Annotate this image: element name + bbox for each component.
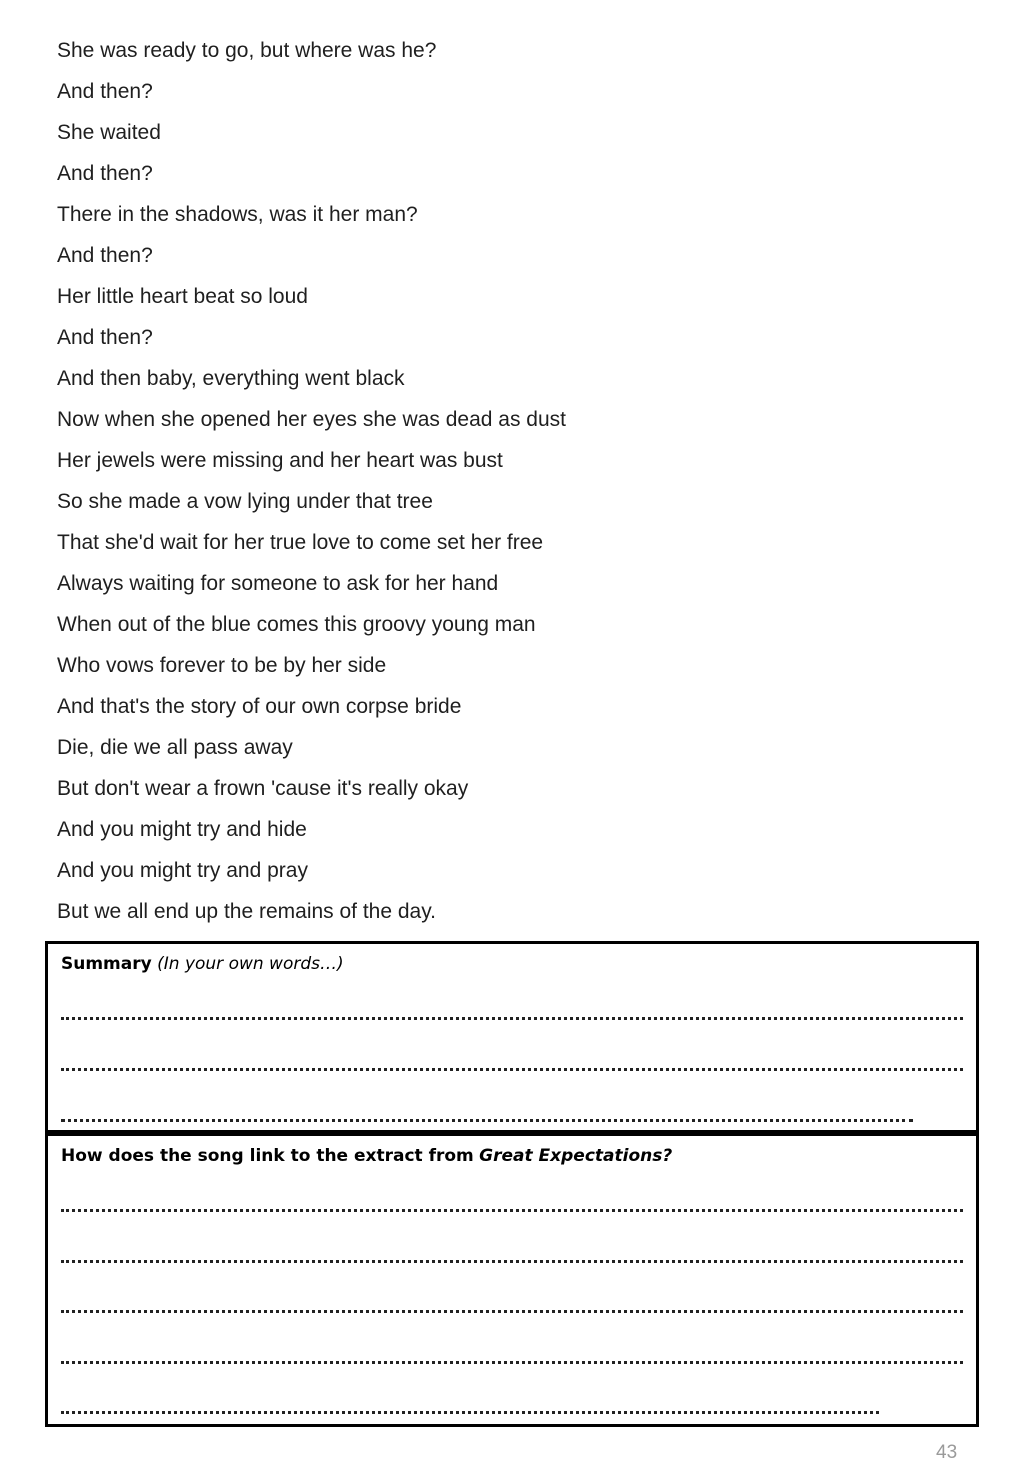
page-number: 43 <box>936 1442 958 1463</box>
answer-line[interactable] <box>61 1119 913 1122</box>
lyric-line: But we all end up the remains of the day. <box>57 900 437 923</box>
lyric-line: There in the shadows, was it her man? <box>57 203 418 226</box>
lyric-line: Who vows forever to be by her side <box>57 654 387 677</box>
lyric-line: She was ready to go, but where was he? <box>57 39 437 62</box>
answer-line[interactable] <box>61 1310 963 1313</box>
lyric-line: She waited <box>57 121 161 144</box>
answer-line[interactable] <box>61 1260 963 1263</box>
lyric-line: Always waiting for someone to ask for her hand <box>57 572 499 595</box>
summary-heading <box>61 954 344 974</box>
lyric-line: Her jewels were missing and her heart was bust <box>57 449 503 472</box>
answer-line[interactable] <box>61 1411 879 1414</box>
lyric-line: So she made a vow lying under that tree <box>57 490 433 513</box>
lyric-line: And then? <box>57 162 153 185</box>
lyric-line: Her little heart beat so loud <box>57 285 308 308</box>
answer-line[interactable] <box>61 1209 963 1212</box>
lyric-line: Now when she opened her eyes she was dead as dust <box>57 408 566 431</box>
summary-heading-label: Summary <box>61 954 152 974</box>
lyric-line: And then? <box>57 80 153 103</box>
lyric-line: And then? <box>57 244 153 267</box>
lyric-line: But don't wear a frown 'cause it's really okay <box>57 777 469 800</box>
answer-line[interactable] <box>61 1017 963 1020</box>
lyric-line: That she'd wait for her true love to come set her free <box>57 531 544 554</box>
song-lyrics <box>57 37 957 939</box>
song-link-question-text: How does the song link to the extract from <box>61 1146 474 1166</box>
song-link-box <box>45 1133 979 1427</box>
summary-box <box>45 941 979 1133</box>
lyric-line: And you might try and pray <box>57 859 308 882</box>
lyric-line: And that's the story of our own corpse bride <box>57 695 462 718</box>
lyric-line: And you might try and hide <box>57 818 307 841</box>
book-title: Great Expectations? <box>479 1146 673 1166</box>
lyric-line: And then? <box>57 326 153 349</box>
answer-line[interactable] <box>61 1361 963 1364</box>
lyric-line: When out of the blue comes this groovy young man <box>57 613 536 636</box>
lyric-line: Die, die we all pass away <box>57 736 293 759</box>
song-link-question <box>61 1146 672 1166</box>
answer-line[interactable] <box>61 1068 963 1071</box>
lyric-line: And then baby, everything went black <box>57 367 405 390</box>
summary-heading-hint: (In your own words…) <box>157 954 344 974</box>
